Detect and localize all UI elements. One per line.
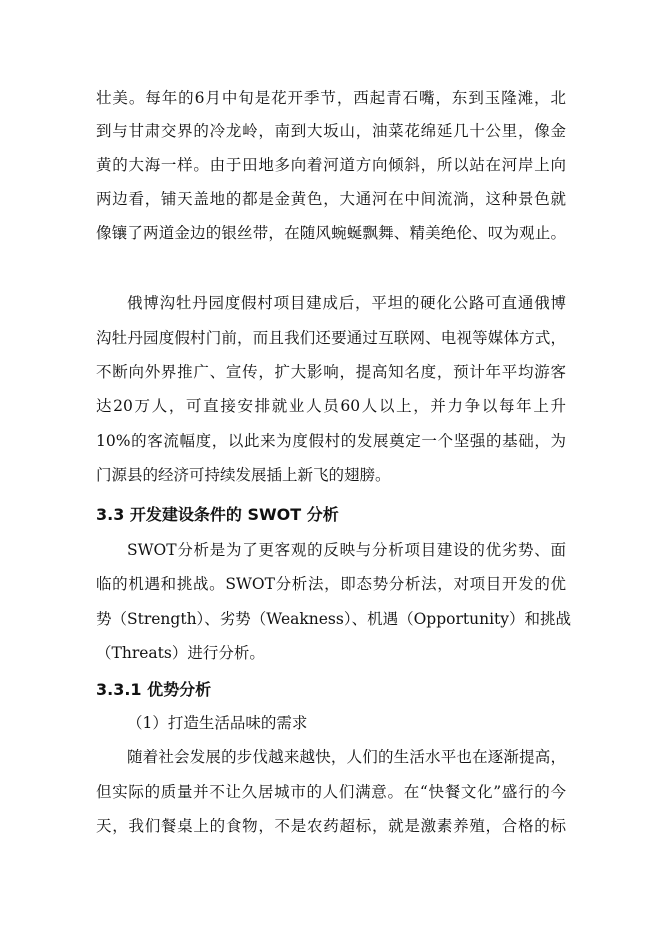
paragraph-2-line-3: 不断向外界推广、宣传，扩大影响，提高知名度，预计年平均游客 (96, 363, 566, 381)
paragraph-4-line-1: 随着社会发展的步伐越来越快，人们的生活水平也在逐渐提高， (127, 748, 566, 766)
paragraph-4-line-3: 天，我们餐桌上的食物，不是农药超标，就是激素养殖，合格的标 (96, 817, 566, 835)
section-heading-3-3: 3.3 开发建设条件的 SWOT 分析 (96, 505, 339, 524)
paragraph-2-line-6: 门源县的经济可持续发展插上新飞的翅膀。 (96, 466, 391, 484)
paragraph-2-line-1: 俄博沟牡丹园度假村项目建成后，平坦的硬化公路可直通俄博 (127, 294, 566, 312)
paragraph-1-line-5: 像镶了两道金边的银丝带，在随风蜿蜒飘舞、精美绝伦、叹为观止。 (96, 224, 566, 242)
paragraph-2-line-2: 沟牡丹园度假村门前，而且我们还要通过互联网、电视等媒体方式， (96, 329, 566, 347)
section-heading-3-3-1: 3.3.1 优势分析 (96, 680, 212, 699)
paragraph-1-line-4: 两边看，铺天盖地的都是金黄色，大通河在中间流淌，这种景色就 (96, 190, 566, 208)
paragraph-3-line-3: 势（Strength）、劣势（Weakness）、机遇（Opportunity）和挑战 (96, 610, 572, 628)
paragraph-4-line-2: 但实际的质量并不让久居城市的人们满意。在“快餐文化”盛行的今 (96, 783, 566, 801)
subheading-1: （1）打造生活品味的需求 (127, 714, 308, 732)
paragraph-2-line-5: 10%的客流幅度，以此来为度假村的发展奠定一个坚强的基础，为 (96, 432, 566, 450)
paragraph-1-line-3: 黄的大海一样。由于田地多向着河道方向倾斜，所以站在河岸上向 (96, 156, 566, 174)
paragraph-2-line-4: 达20万人，可直接安排就业人员60人以上，并力争以每年上升 (96, 397, 566, 415)
paragraph-1-line-2: 到与甘肃交界的冷龙岭，南到大坂山，油菜花绵延几十公里，像金 (96, 122, 566, 140)
paragraph-3-line-4: （Threats）进行分析。 (96, 644, 265, 662)
paragraph-1-line-1: 壮美。每年的6月中旬是花开季节，西起青石嘴，东到玉隆滩，北 (96, 89, 566, 107)
paragraph-3-line-2: 临的机遇和挑战。SWOT分析法，即态势分析法，对项目开发的优 (96, 575, 566, 593)
paragraph-3-line-1: SWOT分析是为了更客观的反映与分析项目建设的优劣势、面 (127, 541, 566, 559)
